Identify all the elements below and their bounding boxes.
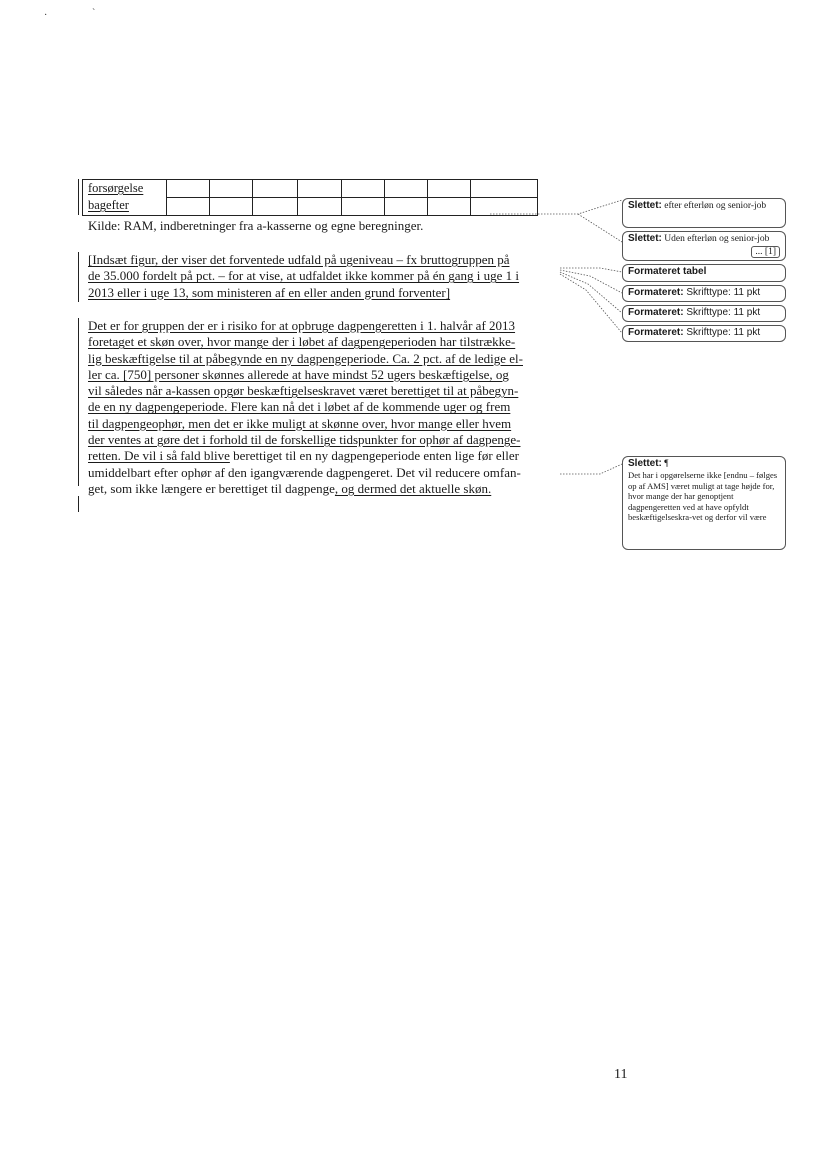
scan-speck: ` — [92, 8, 96, 19]
text-line: Det er for gruppen der er i risiko for at opbruge dagpengeretten i 1. halvår af 2013 — [88, 318, 516, 333]
text-line: de 35.000 fordelt på pct. – for at vise, at udfaldet ikke kommer på én gang i uge 1 i — [88, 268, 520, 284]
comment-balloon-formatted-table[interactable]: Formateret tabel — [622, 264, 786, 282]
text-line: get, som ikke længere er berettiget til dagpenge, og dermed det aktuelle skøn. — [88, 480, 492, 496]
table-row-label: forsørgelse bagefter — [83, 180, 167, 216]
text-line: lig beskæftigelse til at påbegynde en ny dagpengeperiode. Ca. 2 pct. af de ledige el- — [88, 350, 523, 366]
text-line: ler ca. [750] personer skønnes allerede at have mindst 52 ugers beskæftigelse, og — [88, 366, 509, 382]
comment-balloon-deleted[interactable]: Slettet: efter efterløn og senior-job — [622, 198, 786, 228]
text-line: der ventes at gøre det i forhold til de forskellige tidspunkter for ophør af dagpenge- — [88, 432, 521, 448]
text-line: umiddelbart efter ophør af den igangværende dagpengeret. Det vil reducere omfan- — [88, 464, 521, 480]
text-line: retten. De vil i så fald blive berettiget til en ny dagpengeperiode enten lige før eller — [88, 448, 520, 464]
text-line: 2013 eller i uge 13, som ministeren af en eller anden grund forventer] — [88, 284, 451, 300]
page-number: 11 — [614, 1067, 628, 1082]
comment-balloon-formatted[interactable]: Formateret: Skrifttype: 11 pkt — [622, 325, 786, 342]
comment-balloon-formatted[interactable]: Formateret: Skrifttype: 11 pkt — [622, 285, 786, 302]
text-line: de en ny dagpengeperiode. Flere kan nå det i løbet af de kommende uger og frem — [88, 399, 511, 415]
text-line: vil således når a-kassen opgør beskæftigelseskravet været berettiget til at påbegyn- — [88, 383, 519, 399]
comment-balloon-deleted[interactable]: Slettet: Uden efterløn og senior-job ... [1] — [622, 231, 786, 261]
text-line: foretaget et skøn over, hvor mange der i løbet af dagpengeperioden har tilstrække- — [88, 334, 516, 350]
text-line: [Indsæt figur, der viser det forventede udfald på ugeniveau – fx bruttogruppen på — [88, 252, 510, 267]
comment-balloon-formatted[interactable]: Formateret: Skrifttype: 11 pkt — [622, 305, 786, 322]
text-line: til dagpengeophør, men det er ikke muligt at skønne over, hvor mange eller hvem — [88, 415, 512, 431]
comment-reference-link[interactable]: ... [1] — [751, 246, 780, 258]
table-source: Kilde: RAM, indberetninger fra a-kasserne og egne beregninger. — [88, 218, 424, 233]
scan-speck: · — [44, 10, 48, 21]
comment-balloon-deleted[interactable]: Slettet: ¶ Det har i opgørelserne ikke [endnu – følges op af AMS] været muligt at tage højde for, hvor mange der har genoptjent dagpengeretten ved at have opfyldt beskæftigelseskra-vet og derfor vil være — [622, 456, 786, 550]
